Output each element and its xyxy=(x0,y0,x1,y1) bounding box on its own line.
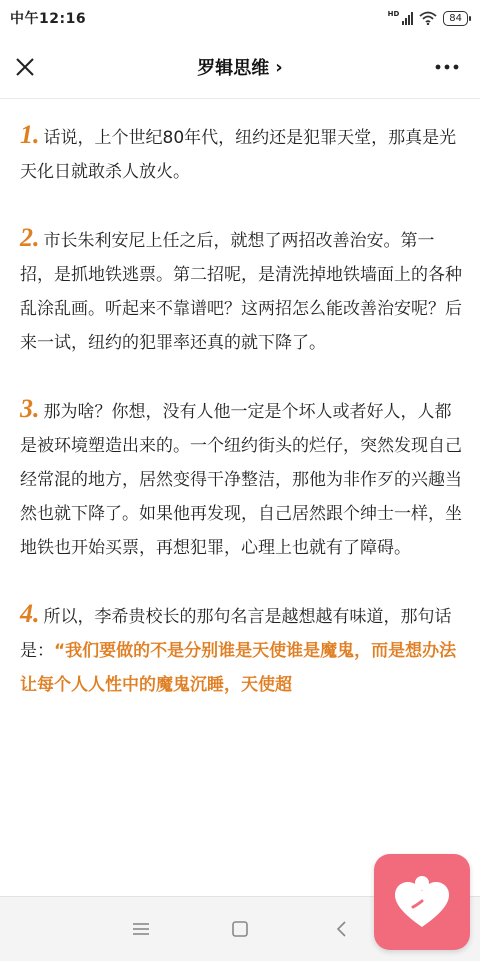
close-button[interactable] xyxy=(10,52,40,82)
menu-icon xyxy=(132,922,150,936)
more-icon xyxy=(435,64,459,70)
paragraph-text: 话说，上个世纪80年代，纽约还是犯罪天堂，那真是光天化日就敢杀人放火。 xyxy=(20,128,457,182)
paragraph-1 xyxy=(20,118,462,189)
paragraph-4 xyxy=(20,597,462,702)
floating-app-button[interactable] xyxy=(374,854,470,950)
paragraph-2 xyxy=(20,221,462,360)
back-icon xyxy=(335,920,347,938)
page-title: 罗辑思维 xyxy=(197,58,270,79)
paragraph-number: 3. xyxy=(20,394,40,423)
close-icon xyxy=(15,57,35,77)
article-body xyxy=(20,118,462,734)
chevron-right-icon: › xyxy=(275,56,283,78)
paragraph-number: 4. xyxy=(20,599,40,628)
home-icon xyxy=(231,920,249,938)
paragraph-number: 1. xyxy=(20,120,40,149)
paragraph-text: 那为啥？你想，没有人他一定是个坏人或者好人，人都是被环境塑造出来的。一个纽约街头的烂仔，突然发现自己经常混的地方，居然变得干净整洁，那他为非作歹的兴趣当然也就下降了。如果他再发现，自己居然跟个绅士一样，坐地铁也开始买票，再想犯罪，心理上也就有了障碍。 xyxy=(20,402,462,558)
status-icons xyxy=(388,11,468,26)
top-bar xyxy=(0,36,480,99)
paragraph-text: 所以，李希贵校长的那句名言是越想越有味道，那句话是： xyxy=(20,607,452,661)
network-label: HD xyxy=(387,10,400,18)
quote-highlight: “我们要做的不是分别谁是天使谁是魔鬼，而是想办法让每个人人性中的魔鬼沉睡，天使超 xyxy=(20,641,457,695)
back-button[interactable] xyxy=(326,915,356,943)
paragraph-3 xyxy=(20,392,462,565)
paragraph-number: 2. xyxy=(20,223,40,252)
heart-icon xyxy=(391,871,453,933)
menu-button[interactable] xyxy=(126,915,156,943)
signal-icon xyxy=(388,11,414,25)
wifi-icon xyxy=(419,11,437,25)
paragraph-text: 市长朱利安尼上任之后，就想了两招改善治安。第一招，是抓地铁逃票。第二招呢，是清洗掉地铁墙面上的各种乱涂乱画。听起来不靠谱吧？这两招怎么能改善治安呢？后来一试，纽约的犯罪率还真的就下降了。 xyxy=(20,231,462,353)
status-time: 中午12:16 xyxy=(10,11,87,27)
status-bar xyxy=(0,0,480,36)
account-title-link[interactable] xyxy=(197,54,282,80)
battery-indicator: 84 xyxy=(443,11,468,26)
home-button[interactable] xyxy=(225,915,255,943)
more-button[interactable] xyxy=(432,56,462,78)
